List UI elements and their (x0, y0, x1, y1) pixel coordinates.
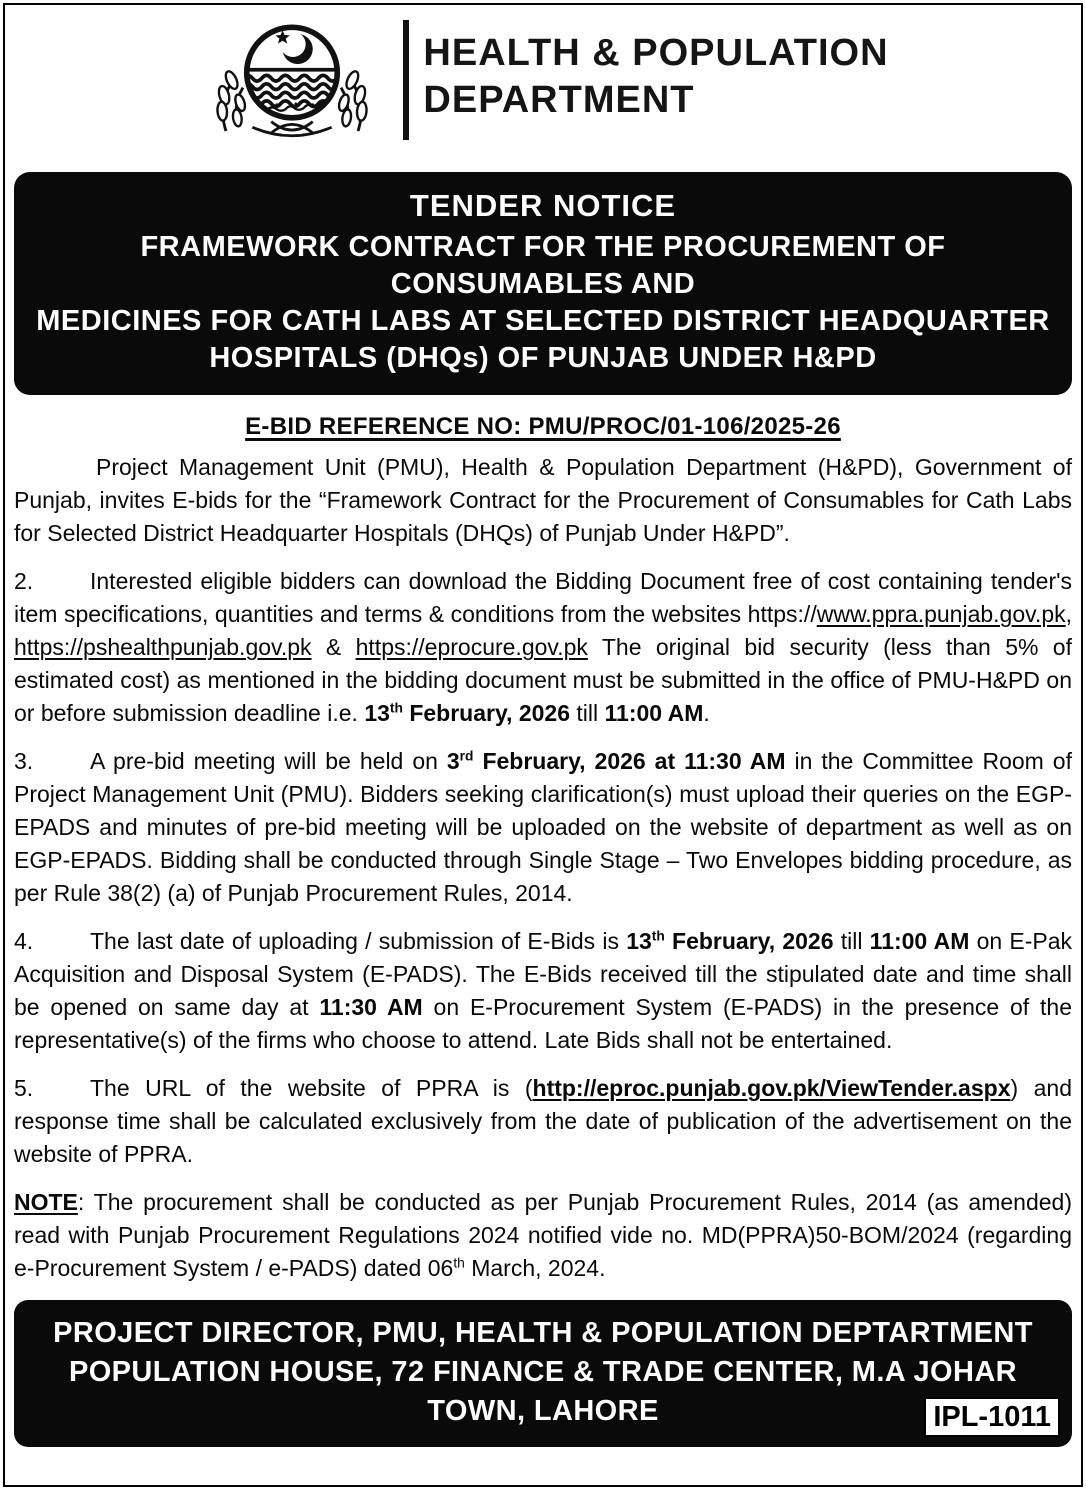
paragraph-number: 5. (14, 1075, 34, 1101)
header (14, 16, 1072, 154)
tender-notice-subject: FRAMEWORK CONTRACT FOR THE PROCUREMENT OF CONSUMABLES AND MEDICINES FOR CATH LABS AT SELECTED DISTRICT HEADQUARTER HOSPITALS (DHQs) OF PUNJAB UNDER H&PD (36, 231, 1050, 374)
footer-box (14, 1300, 1072, 1447)
paragraph-2 (14, 565, 1072, 730)
note-text: : The procurement shall be conducted as per Punjab Procurement Rules, 2014 (as amended) read with Punjab Procurement Regulations 2024 notified vide no. MD(PPRA)50-BOM/2024 (regarding e-Procurement System / e-PADS) dated 06th March, 2024. (14, 1189, 1072, 1281)
punjab-government-emblem-icon (197, 16, 387, 148)
paragraph-text: Interested eligible bidders can download the Bidding Document free of cost containing tender's item specifications, quantities and terms & conditions from the websites https://www.ppra.punjab.gov.pk, https://pshealthpunjab.gov.pk & https://eprocure.gov.pk The original bid security (less than 5% of estimated cost) as mentioned in the bidding document must be submitted in the office of PMU-H&PD on or before submission deadline i.e. 13th February, 2026 till 11:00 AM. (14, 568, 1072, 726)
ebid-reference-heading (14, 413, 1072, 441)
paragraph-number: 4. (14, 928, 34, 954)
header-divider (403, 20, 409, 140)
paragraph-number: 3. (14, 748, 34, 774)
paragraph-text: A pre-bid meeting will be held on 3rd February, 2026 at 11:30 AM in the Committee Room of Project Management Unit (PMU). Bidders seeking clarification(s) must upload their queries on the EGP-EPADS and minutes of pre-bid meeting will be uploaded on the website of department as well as on EGP-EPADS. Bidding shall be conducted through Single Stage – Two Envelopes bidding procedure, as per Rule 38(2) (a) of Punjab Procurement Rules, 2014. (14, 748, 1072, 906)
department-title-line1: HEALTH & POPULATION (423, 32, 889, 74)
department-title-line2: DEPARTMENT (423, 79, 695, 121)
tender-notice-title: TENDER NOTICE (409, 188, 677, 223)
paragraph-4 (14, 925, 1072, 1057)
paragraph-5 (14, 1072, 1072, 1171)
ebid-reference-text: E-BID REFERENCE NO: PMU/PROC/01-106/2025-26 (245, 413, 841, 440)
note-label: NOTE (14, 1189, 78, 1215)
paragraph-number: 2. (14, 568, 34, 594)
paragraph-text: The URL of the website of PPRA is (http://eproc.punjab.gov.pk/ViewTender.aspx) and response time shall be calculated exclusively from the date of publication of the advertisement on the website of PPRA. (14, 1075, 1072, 1167)
publication-code-badge: IPL-1011 (924, 1397, 1060, 1437)
department-title (423, 16, 888, 124)
paragraph-text: Project Management Unit (PMU), Health & Population Department (H&PD), Government of Punjab, invites E-bids for the “Framework Contract for the Procurement of Consumables for Cath Labs for Selected District Headquarter Hospitals (DHQs) of Punjab Under H&PD”. (14, 454, 1072, 546)
paragraph-intro (14, 451, 1072, 550)
paragraph-text: The last date of uploading / submission of E-Bids is 13th February, 2026 till 11:00 AM on E-Pak Acquisition and Disposal System (E-PADS). The E-Bids received till the stipulated date and time shall be opened on same day at 11:30 AM on E-Procurement System (E-PADS) in the presence of the representative(s) of the firms who choose to attend. Late Bids shall not be entertained. (14, 928, 1072, 1053)
paragraph-3 (14, 745, 1072, 910)
footer-address: PROJECT DIRECTOR, PMU, HEALTH & POPULATION DEPTARTMENT POPULATION HOUSE, 72 FINANCE & TRADE CENTER, M.A JOHAR TOWN, LAHORE (53, 1317, 1033, 1427)
tender-notice-box (14, 172, 1072, 395)
note-paragraph (14, 1186, 1072, 1285)
